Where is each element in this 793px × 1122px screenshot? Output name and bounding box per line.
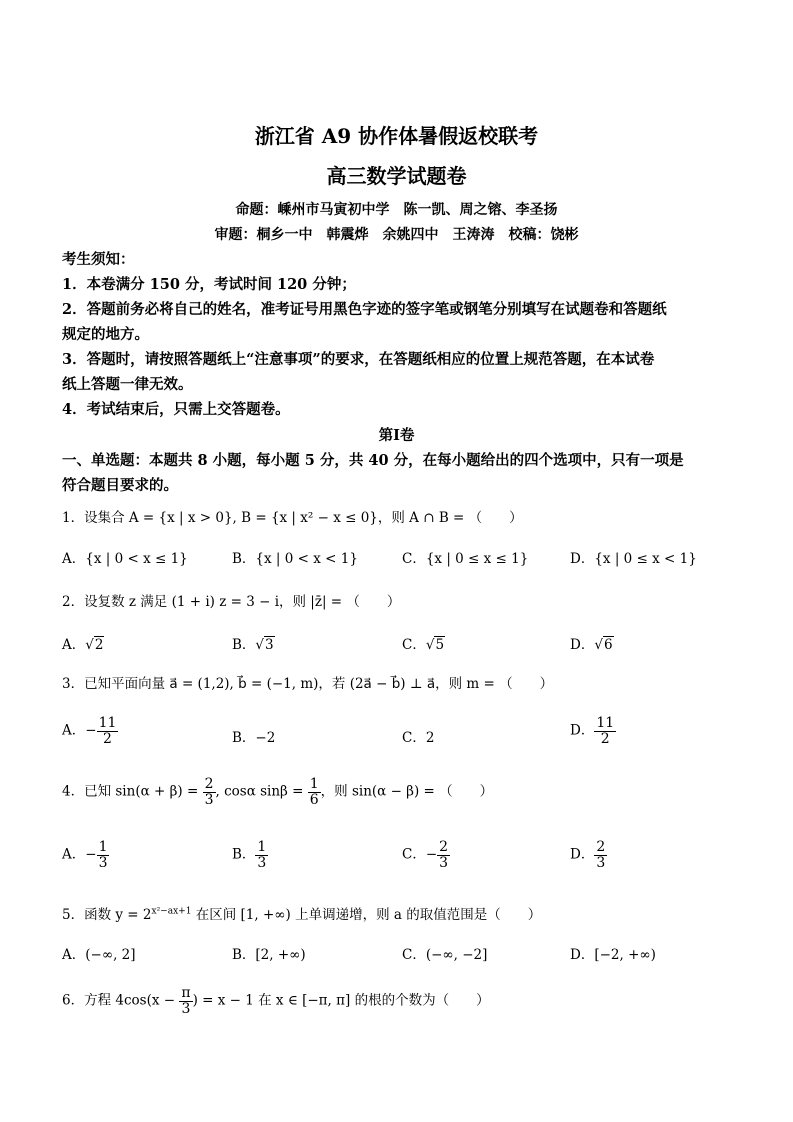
question-2-stem: 2．设复数 z 满足 (1 + i) z = 3 − i，则 |z̄| = （ ） (62, 594, 401, 610)
question-5-stem: 5．函数 $y = 2^{x^2-ax+1}$ 在区间 [1, +∞) 上单调递增，则 a 的取值范围是（ ） (62, 906, 542, 923)
notes-heading: 考生须知： (62, 251, 135, 268)
note-item-1: 1．本卷满分 150 分，考试时间 120 分钟； (62, 276, 356, 293)
question-2-option-b: B．√3 (232, 637, 274, 653)
fraction: $\frac{2}{3}$ (439, 839, 449, 871)
question-4-option-d: D． $\frac{2}{3}$ (570, 839, 606, 871)
question-2-option-a: A．√2 (62, 637, 104, 653)
question-4-option-c: C．− $\frac{2}{3}$ (402, 839, 449, 871)
fraction: $\frac{1}{3}$ (257, 839, 267, 871)
note-item-2-line-1: 2．答题前务必将自己的姓名，准考证号用黑色字迹的签字笔或钢笔分别填写在试题卷和答题纸 (62, 301, 667, 318)
question-3-option-b: B．−2 (232, 730, 276, 746)
question-2-option-d: D．√6 (570, 637, 613, 653)
question-5-option-c: C．(−∞, −2] (402, 947, 488, 963)
question-5-option-d: D．[−2, +∞) (570, 947, 656, 963)
question-3-option-a: A．− $\frac{11}{2}$ (62, 715, 117, 747)
fraction: $\frac{1}{6}$ (309, 776, 319, 808)
note-item-2-line-2: 规定的地方。 (62, 326, 149, 343)
reviewer-line: 审题：桐乡一中 韩震烨 余姚四中 王涛涛 校稿：饶彬 (214, 227, 579, 243)
fraction: $\frac{11}{2}$ (98, 715, 117, 747)
note-item-4: 4．考试结束后，只需上交答题卷。 (62, 401, 290, 418)
question-5-option-b: B．[2, +∞) (232, 947, 306, 963)
note-item-3-line-1: 3．答题时，请按照答题纸上“注意事项”的要求，在答题纸相应的位置上规范答题，在本试卷 (62, 351, 655, 368)
fraction: $\frac{11}{2}$ (596, 715, 615, 747)
question-4-option-a: A．− $\frac{1}{3}$ (62, 839, 108, 871)
question-6-stem: 6．方程 4cos(x − $\frac{\pi}{3}$ ) = x − 1 在 x ∈ [−π, π] 的根的个数为（ ） (62, 985, 490, 1017)
exam-title: 浙江省 A9 协作体暑假返校联考 (254, 124, 539, 148)
author-line: 命题：嵊州市马寅初中学 陈一凯、周之镕、李圣扬 (235, 202, 558, 218)
question-2-option-c: C．√5 (402, 637, 445, 653)
question-1-stem: 1．设集合 A = {x | x > 0}, B = {x | x² − x ≤ 0}，则 A ∩ B = （ ） (62, 510, 523, 526)
exam-subtitle: 高三数学试题卷 (326, 164, 467, 188)
question-4-stem: 4．已知 sin(α + β) = $\frac{2}{3}$ , cosα sinβ = $\frac{1}{6}$ ，则 sin(α − β) = （ ） (62, 776, 494, 808)
fraction: $\frac{2}{3}$ (596, 839, 606, 871)
section-heading-line-2: 符合题目要求的。 (62, 477, 178, 494)
question-3-option-c: C．2 (402, 730, 435, 746)
note-item-3-line-2: 纸上答题一律无效。 (62, 376, 193, 393)
fraction: $\frac{2}{3}$ (204, 776, 214, 808)
question-4-option-b: B． $\frac{1}{3}$ (232, 839, 267, 871)
question-1-option-a: A．{x | 0 < x ≤ 1} (62, 551, 188, 567)
part-label: 第Ⅰ卷 (378, 427, 415, 444)
fraction: $\frac{1}{3}$ (98, 839, 108, 871)
question-1-option-b: B．{x | 0 < x < 1} (232, 551, 358, 567)
section-heading-line-1: 一、单选题：本题共 8 小题，每小题 5 分，共 40 分，在每小题给出的四个选项中，只有一项是 (62, 452, 684, 469)
question-1-option-c: C．{x | 0 ≤ x ≤ 1} (402, 551, 529, 567)
fraction: $\frac{\pi}{3}$ (181, 985, 191, 1017)
question-5-option-a: A．(−∞, 2] (62, 947, 136, 963)
question-3-stem: 3．已知平面向量 a⃗ = (1,2), b⃗ = (−1, m)，若 (2a⃗ − b⃗) ⊥ a⃗，则 m = （ ） (62, 676, 554, 692)
question-3-option-d: D． $\frac{11}{2}$ (570, 715, 615, 747)
question-1-option-d: D．{x | 0 ≤ x < 1} (570, 551, 697, 567)
